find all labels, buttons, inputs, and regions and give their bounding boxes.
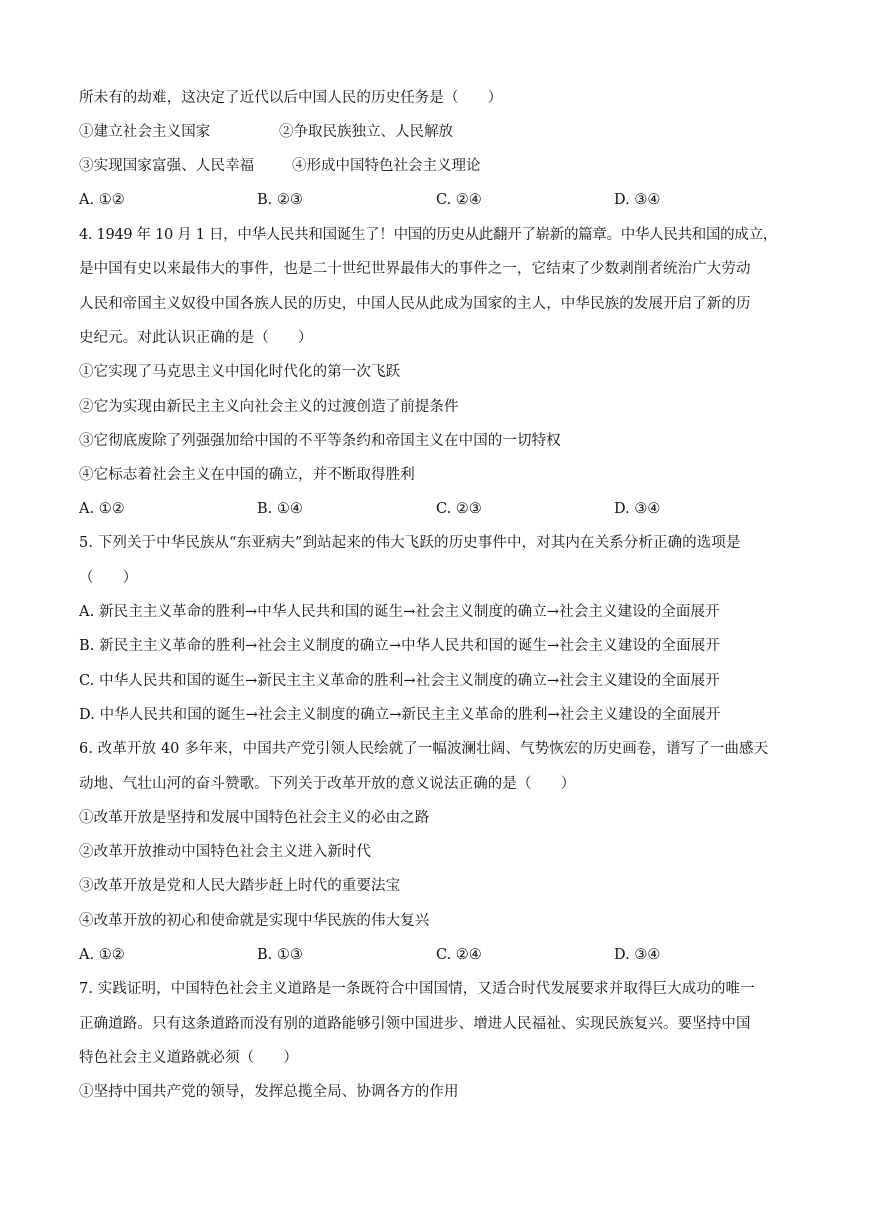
q4-option-d: D. ③④ <box>614 501 661 517</box>
q6-item-2: ②改革开放推动中国特色社会主义进入新时代 <box>79 844 371 860</box>
q4-option-a: A. ①② <box>79 501 125 517</box>
q4-stem-line-4: 史纪元。对此认识正确的是（ ） <box>79 330 313 346</box>
q3-item-4: ④形成中国特色社会主义理论 <box>292 158 481 174</box>
q5-stem-line-1: 5. 下列关于中华民族从“东亚病夫”到站起来的伟大飞跃的历史事件中，对其内在关系分析正确的选项是 <box>79 535 741 551</box>
q6-option-b: B. ①③ <box>257 947 303 963</box>
q5-stem-line-2: （ ） <box>79 570 138 586</box>
q7-stem-line-2: 正确道路。只有这条道路而没有别的道路能够引领中国进步、增进人民福祉、实现民族复兴。要坚持中国 <box>79 1016 751 1032</box>
q3-item-3: ③实现国家富强、人民幸福 <box>79 158 255 174</box>
q6-item-1: ①改革开放是坚持和发展中国特色社会主义的必由之路 <box>79 810 430 826</box>
q7-item-1: ①坚持中国共产党的领导，发挥总揽全局、协调各方的作用 <box>79 1084 459 1100</box>
q4-item-2: ②它为实现由新民主主义向社会主义的过渡创造了前提条件 <box>79 399 459 415</box>
q6-option-d: D. ③④ <box>614 947 661 963</box>
q4-item-1: ①它实现了马克思主义中国化时代化的第一次飞跃 <box>79 364 401 380</box>
q6-option-a: A. ①② <box>79 947 125 963</box>
q6-stem-line-1: 6. 改革开放 40 多年来，中国共产党引领人民绘就了一幅波澜壮阔、气势恢宏的历史画卷，谱写了一曲感天 <box>79 741 769 757</box>
q4-stem-line-3: 人民和帝国主义奴役中国各族人民的历史，中国人民从此成为国家的主人，中华民族的发展开启了新的历 <box>79 296 751 312</box>
q3-option-c: C. ②④ <box>436 192 482 208</box>
q4-option-c: C. ②③ <box>436 501 482 517</box>
q3-option-a: A. ①② <box>79 192 125 208</box>
q5-option-c: C. 中华人民共和国的诞生→新民主主义革命的胜利→社会主义制度的确立→社会主义建设的全面展开 <box>79 673 720 689</box>
q4-option-b: B. ①④ <box>257 501 303 517</box>
q6-option-c: C. ②④ <box>436 947 482 963</box>
q7-stem-line-1: 7. 实践证明，中国特色社会主义道路是一条既符合中国国情，又适合时代发展要求并取得巨大成功的唯一 <box>79 981 755 997</box>
q3-stem-tail: 所未有的劫难，这决定了近代以后中国人民的历史任务是（ ） <box>79 90 503 106</box>
q4-item-3: ③它彻底废除了列强强加给中国的不平等条约和帝国主义在中国的一切特权 <box>79 433 561 449</box>
q4-item-4: ④它标志着社会主义在中国的确立，并不断取得胜利 <box>79 467 415 483</box>
q3-item-2: ②争取民族独立、人民解放 <box>279 124 453 140</box>
q5-option-d: D. 中华人民共和国的诞生→社会主义制度的确立→新民主主义革命的胜利→社会主义建设的全面展开 <box>79 707 721 723</box>
q4-stem-line-2: 是中国有史以来最伟大的事件，也是二十世纪世界最伟大的事件之一，它结束了少数剥削者统治广大劳动 <box>79 261 751 277</box>
q6-item-3: ③改革开放是党和人民大踏步赶上时代的重要法宝 <box>79 878 401 894</box>
q4-stem-line-1: 4. 1949 年 10 月 1 日，中华人民共和国诞生了！中国的历史从此翻开了崭新的篇章。中华人民共和国的成立， <box>79 227 777 243</box>
q6-stem-line-2: 动地、气壮山河的奋斗赞歌。下列关于改革开放的意义说法正确的是（ ） <box>79 776 576 792</box>
q5-option-b: B. 新民主主义革命的胜利→社会主义制度的确立→中华人民共和国的诞生→社会主义建设的全面展开 <box>79 638 720 654</box>
q3-option-b: B. ②③ <box>257 192 303 208</box>
q3-option-d: D. ③④ <box>614 192 661 208</box>
q7-stem-line-3: 特色社会主义道路就必须（ ） <box>79 1050 298 1066</box>
q3-item-1: ①建立社会主义国家 <box>79 124 211 140</box>
q6-item-4: ④改革开放的初心和使命就是实现中华民族的伟大复兴 <box>79 913 430 929</box>
q5-option-a: A. 新民主主义革命的胜利→中华人民共和国的诞生→社会主义制度的确立→社会主义建设的全面展开 <box>79 604 720 620</box>
